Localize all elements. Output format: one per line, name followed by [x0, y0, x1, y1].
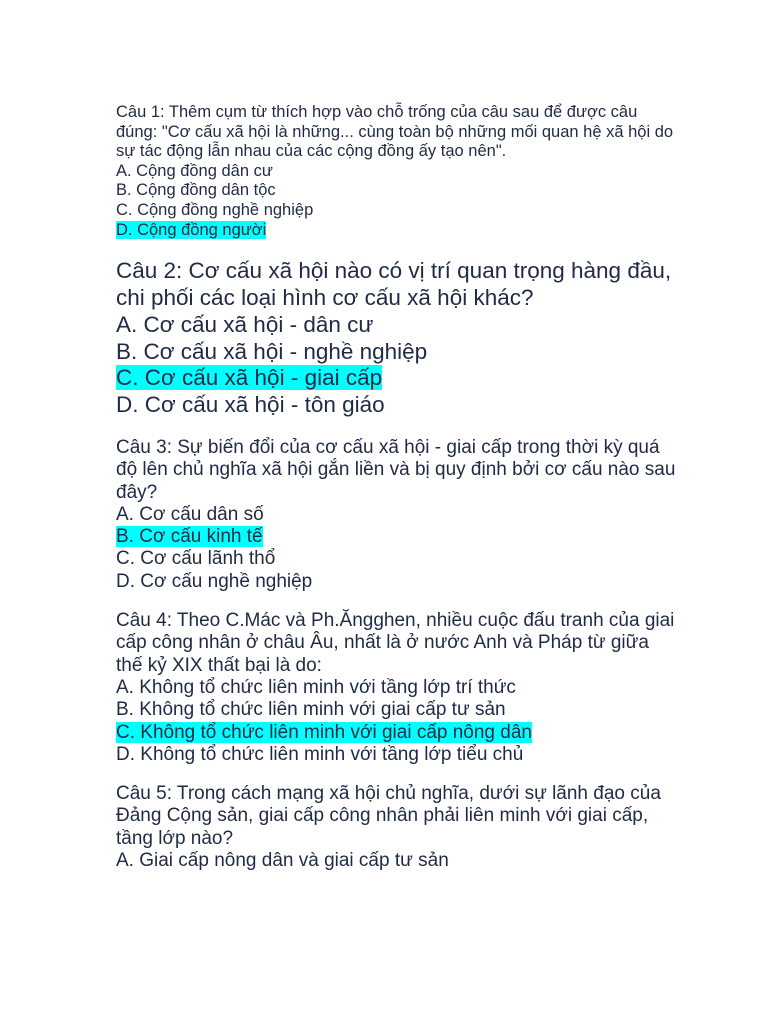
question-4-option-c-highlighted: C. Không tổ chức liên minh với giai cấp nông dân [116, 721, 532, 743]
question-1-text: Câu 1: Thêm cụm từ thích hợp vào chỗ trống của câu sau để được câu đúng: "Cơ cấu xã hội là những... cùng toàn bộ những mối quan hệ xã hội do sự tác động lẫn nhau của các cộng đồng ấy tạo nên". [116, 103, 674, 161]
question-2 [116, 258, 676, 419]
question-2-text: Câu 2: Cơ cấu xã hội nào có vị trí quan trọng hàng đầu, chi phối các loại hình cơ cấu xã hội khác? [116, 258, 672, 310]
question-4-text: Câu 4: Theo C.Mác và Ph.Ăngghen, nhiều cuộc đấu tranh của giai cấp công nhân ở châu Âu, nhất là ở nước Anh và Pháp từ giữa thế kỷ XIX thất bại là do: [116, 610, 675, 676]
question-4-option-b: B. Không tổ chức liên minh với giai cấp tư sản [116, 699, 506, 721]
question-1-option-a: A. Cộng đồng dân cư [116, 161, 273, 180]
question-2-option-c-highlighted: C. Cơ cấu xã hội - giai cấp [116, 365, 383, 391]
question-1-option-b: B. Cộng đồng dân tộc [116, 181, 276, 200]
question-4 [116, 610, 676, 766]
question-1-option-c: C. Cộng đồng nghề nghiệp [116, 200, 314, 219]
question-5 [116, 783, 676, 872]
question-4-option-a: A. Không tổ chức liên minh với tầng lớp trí thức [116, 676, 516, 698]
question-2-option-b: B. Cơ cấu xã hội - nghề nghiệp [116, 338, 428, 364]
question-3-option-c: C. Cơ cấu lãnh thổ [116, 548, 276, 570]
question-3-text: Câu 3: Sự biến đổi của cơ cấu xã hội - giai cấp trong thời kỳ quá độ lên chủ nghĩa xã hội gắn liền và bị quy định bởi cơ cấu nào sau đây? [116, 436, 676, 503]
question-3 [116, 437, 676, 593]
question-1 [116, 103, 676, 240]
document-page [116, 103, 676, 872]
question-3-option-d: D. Cơ cấu nghề nghiệp [116, 570, 313, 592]
question-5-text: Câu 5: Trong cách mạng xã hội chủ nghĩa, dưới sự lãnh đạo của Đảng Cộng sản, giai cấp công nhân phải liên minh với giai cấp, tầng lớp nào? [116, 783, 661, 849]
question-3-option-a: A. Cơ cấu dân số [116, 503, 264, 525]
question-5-option-a: A. Giai cấp nông dân và giai cấp tư sản [116, 849, 449, 871]
question-2-option-a: A. Cơ cấu xã hội - dân cư [116, 311, 374, 337]
question-3-option-b-highlighted: B. Cơ cấu kinh tế [116, 526, 263, 548]
question-2-option-d: D. Cơ cấu xã hội - tôn giáo [116, 392, 385, 418]
question-4-option-d: D. Không tổ chức liên minh với tầng lớp tiểu chủ [116, 743, 524, 765]
question-1-option-d-highlighted: D. Cộng đồng người [116, 220, 267, 239]
